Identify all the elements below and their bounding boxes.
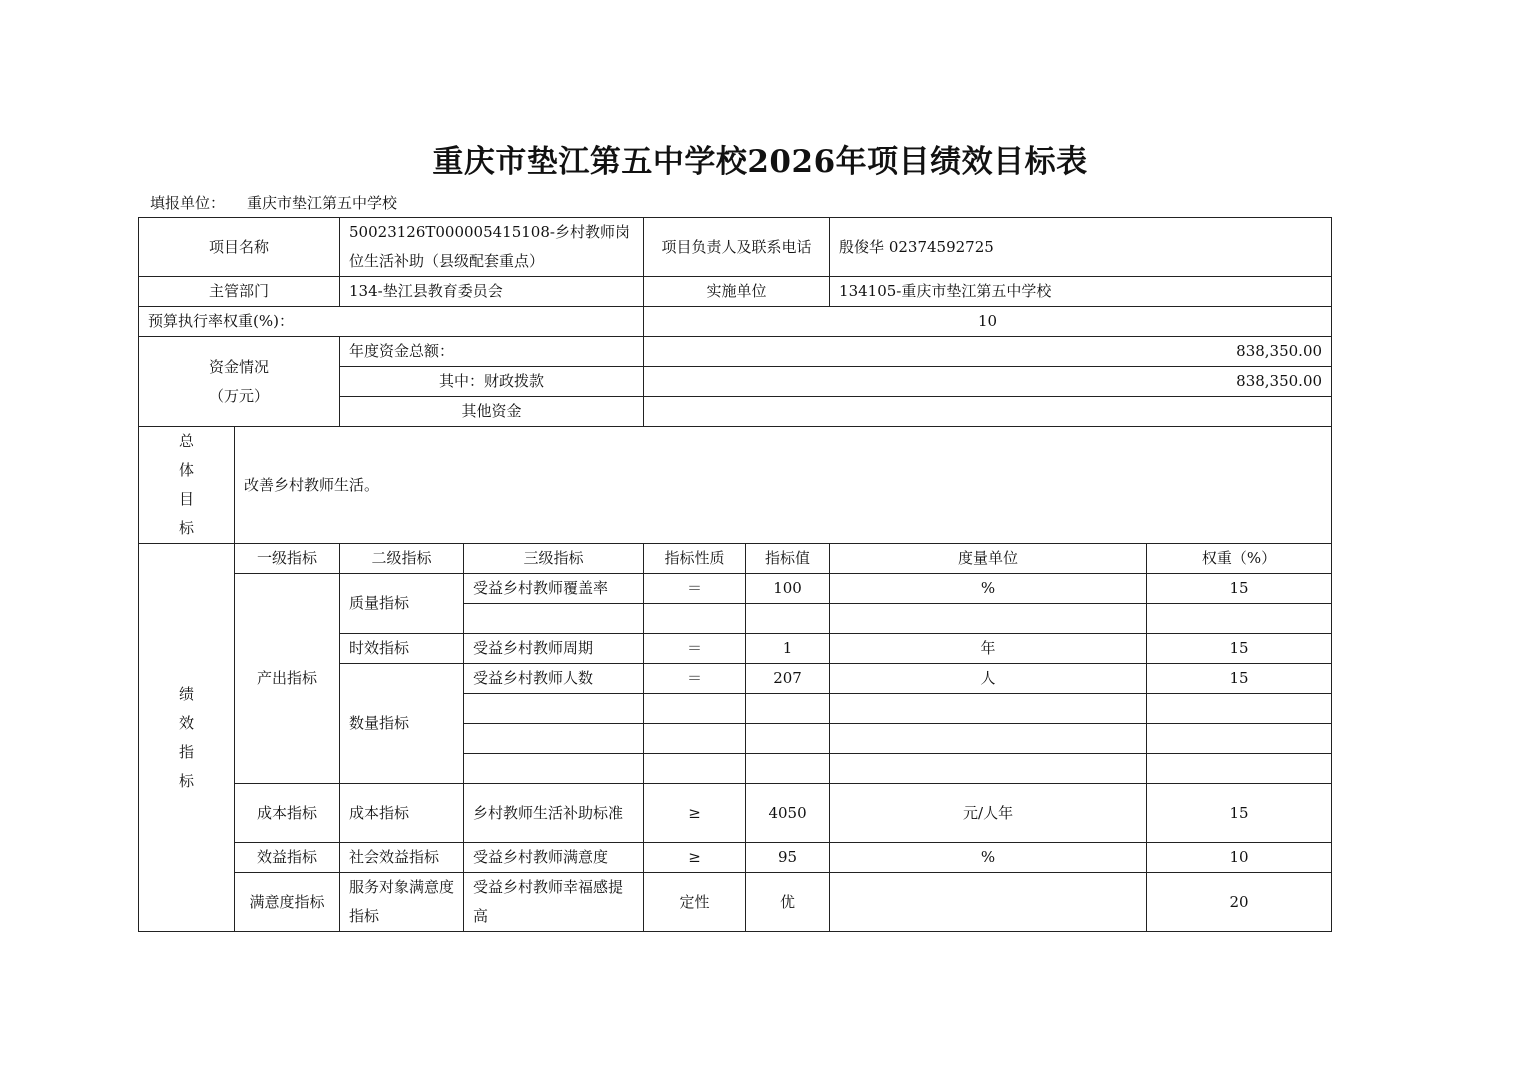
project-name-label: 项目名称 xyxy=(139,218,340,277)
level3-name: 受益乡村教师满意度 xyxy=(464,843,644,873)
level3-name: 受益乡村教师人数 xyxy=(464,664,644,694)
budget-weight-label: 预算执行率权重(%)： xyxy=(139,307,644,337)
level3-name: 乡村教师生活补助标准 xyxy=(464,784,644,843)
overall-goal-text: 改善乡村教师生活。 xyxy=(235,427,1332,544)
table-row xyxy=(139,784,1332,843)
weight: 15 xyxy=(1147,664,1332,694)
level3-name: 受益乡村教师覆盖率 xyxy=(464,574,644,604)
project-contact-label: 项目负责人及联系电话 xyxy=(644,218,830,277)
unit: 年 xyxy=(830,634,1147,664)
funds-fiscal-label: 其中：财政拨款 xyxy=(340,367,644,397)
unit xyxy=(830,754,1147,784)
level3-name: 受益乡村教师幸福感提高 xyxy=(464,873,644,932)
value xyxy=(746,724,830,754)
weight xyxy=(1147,694,1332,724)
value: 4050 xyxy=(746,784,830,843)
unit xyxy=(830,724,1147,754)
level1-cost: 成本指标 xyxy=(235,784,340,843)
table-row xyxy=(139,843,1332,873)
nature: ＝ xyxy=(644,634,746,664)
funds-fiscal-value: 838,350.00 xyxy=(644,367,1332,397)
value: 100 xyxy=(746,574,830,604)
value xyxy=(746,754,830,784)
funds-label-line1: 资金情况 xyxy=(209,357,270,376)
header-nature: 指标性质 xyxy=(644,544,746,574)
level2-service: 服务对象满意度指标 xyxy=(340,873,464,932)
unit xyxy=(830,873,1147,932)
funds-total-label: 年度资金总额： xyxy=(340,337,644,367)
nature: ≥ xyxy=(644,843,746,873)
project-name-value: 50023126T000005415108-乡村教师岗位生活补助（县级配套重点） xyxy=(340,218,644,277)
impl-unit-label: 实施单位 xyxy=(644,277,830,307)
level3-name xyxy=(464,694,644,724)
level3-name xyxy=(464,754,644,784)
level2-quantity: 数量指标 xyxy=(340,664,464,784)
level1-satisfaction: 满意度指标 xyxy=(235,873,340,932)
nature xyxy=(644,754,746,784)
weight xyxy=(1147,754,1332,784)
weight: 15 xyxy=(1147,634,1332,664)
table-row xyxy=(139,574,1332,604)
dept-value: 134-垫江县教育委员会 xyxy=(340,277,644,307)
value: 优 xyxy=(746,873,830,932)
unit: 人 xyxy=(830,664,1147,694)
level2-quality: 质量指标 xyxy=(340,574,464,634)
header-value: 指标值 xyxy=(746,544,830,574)
nature: 定性 xyxy=(644,873,746,932)
nature: ＝ xyxy=(644,574,746,604)
overall-goal-label: 总 体 目 标 xyxy=(139,427,235,544)
value xyxy=(746,694,830,724)
unit xyxy=(830,694,1147,724)
impl-unit-value: 134105-重庆市垫江第五中学校 xyxy=(830,277,1332,307)
header-level2: 二级指标 xyxy=(340,544,464,574)
dept-label: 主管部门 xyxy=(139,277,340,307)
indicators-label: 绩 效 指 标 xyxy=(139,544,235,932)
reporting-unit-label: 填报单位： xyxy=(150,194,226,212)
value: 207 xyxy=(746,664,830,694)
unit: % xyxy=(830,574,1147,604)
value: 95 xyxy=(746,843,830,873)
level3-name xyxy=(464,604,644,634)
reporting-unit xyxy=(150,192,397,213)
header-level1: 一级指标 xyxy=(235,544,340,574)
funds-other-value xyxy=(644,397,1332,427)
level3-name: 受益乡村教师周期 xyxy=(464,634,644,664)
performance-target-table xyxy=(138,217,1332,932)
funds-total-value: 838,350.00 xyxy=(644,337,1332,367)
level2-cost: 成本指标 xyxy=(340,784,464,843)
weight: 10 xyxy=(1147,843,1332,873)
level2-timeliness: 时效指标 xyxy=(340,634,464,664)
budget-weight-value: 10 xyxy=(644,307,1332,337)
level3-name xyxy=(464,724,644,754)
unit: % xyxy=(830,843,1147,873)
nature xyxy=(644,724,746,754)
weight: 15 xyxy=(1147,574,1332,604)
level2-social: 社会效益指标 xyxy=(340,843,464,873)
weight xyxy=(1147,724,1332,754)
header-unit: 度量单位 xyxy=(830,544,1147,574)
table-row xyxy=(139,873,1332,932)
nature: ＝ xyxy=(644,664,746,694)
unit xyxy=(830,604,1147,634)
funds-label xyxy=(139,337,340,427)
level1-output: 产出指标 xyxy=(235,574,340,784)
nature xyxy=(644,694,746,724)
value xyxy=(746,604,830,634)
unit: 元/人年 xyxy=(830,784,1147,843)
funds-label-line2: （万元） xyxy=(209,386,270,405)
header-weight: 权重（%） xyxy=(1147,544,1332,574)
weight xyxy=(1147,604,1332,634)
project-contact-value: 殷俊华 02374592725 xyxy=(830,218,1332,277)
header-level3: 三级指标 xyxy=(464,544,644,574)
level1-benefit: 效益指标 xyxy=(235,843,340,873)
nature: ≥ xyxy=(644,784,746,843)
weight: 15 xyxy=(1147,784,1332,843)
page-title: 重庆市垫江第五中学校2026年项目绩效目标表 xyxy=(432,144,1088,180)
weight: 20 xyxy=(1147,873,1332,932)
value: 1 xyxy=(746,634,830,664)
reporting-unit-value: 重庆市垫江第五中学校 xyxy=(247,194,398,212)
funds-other-label: 其他资金 xyxy=(340,397,644,427)
nature xyxy=(644,604,746,634)
